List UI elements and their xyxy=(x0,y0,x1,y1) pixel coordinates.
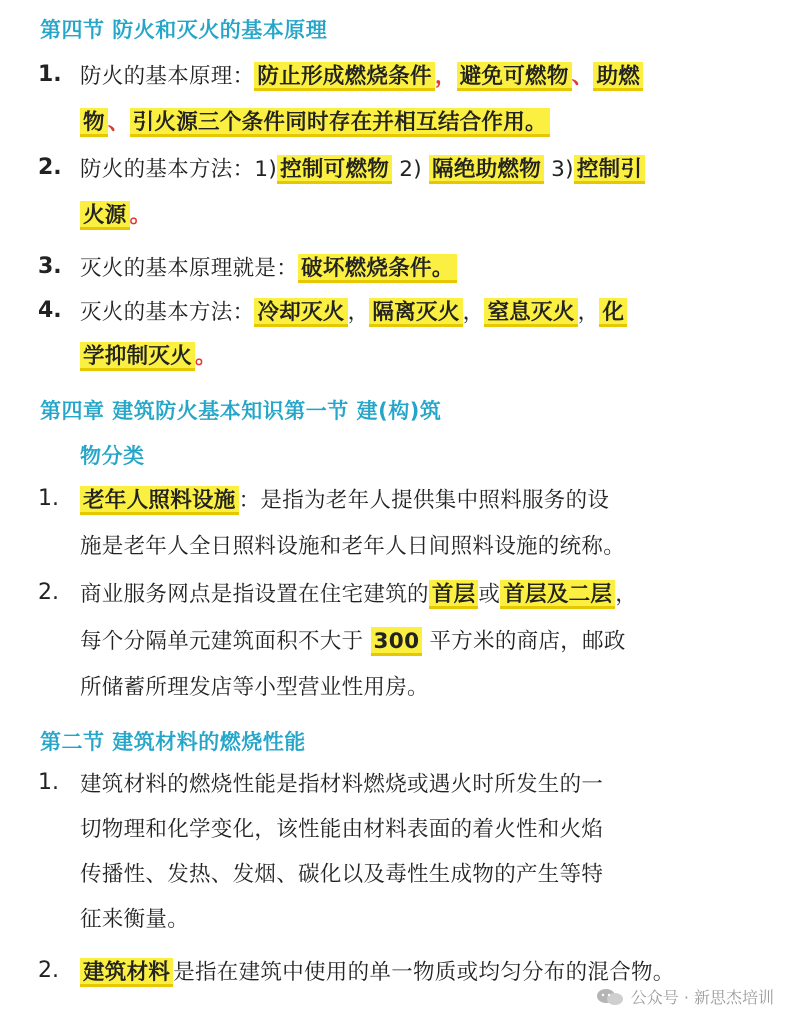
highlighted-keyword: 防止形成燃烧条件 xyxy=(254,62,434,91)
list-item-line xyxy=(80,770,603,800)
list-item-line xyxy=(80,201,151,231)
text-segment: 防火的基本方法：1) xyxy=(80,157,278,182)
text-segment: ， xyxy=(615,582,638,607)
punctuation-mark: 。 xyxy=(195,344,217,369)
list-item-line xyxy=(80,958,675,988)
highlighted-keyword: 冷却灭火 xyxy=(254,298,347,327)
text-segment: ， xyxy=(577,300,600,325)
list-item-line xyxy=(80,905,189,935)
highlighted-keyword: 避免可燃物 xyxy=(457,62,572,91)
list-item-line xyxy=(80,62,643,92)
list-number: 2. xyxy=(38,155,62,180)
list-number: 2. xyxy=(38,958,59,983)
list-item-line xyxy=(80,254,457,284)
highlighted-keyword: 隔离灭火 xyxy=(369,298,462,327)
text-segment: 是指在建筑中使用的单一物质或均匀分布的混合物。 xyxy=(173,960,675,985)
highlighted-keyword: 控制引 xyxy=(574,155,645,184)
list-number: 1. xyxy=(38,62,62,87)
wechat-icon xyxy=(595,987,625,1007)
list-item-line xyxy=(80,815,603,845)
punctuation-mark: ， xyxy=(434,64,457,89)
text-segment: 所储蓄所理发店等小型营业性用房。 xyxy=(80,675,429,700)
text-segment: 建筑材料的燃烧性能是指材料燃烧或遇火时所发生的一 xyxy=(80,772,604,797)
text-segment: 平方米的商店，邮政 xyxy=(422,629,626,654)
list-item-line xyxy=(80,108,550,138)
section-heading-material-combustion: 第二节 建筑材料的燃烧性能 xyxy=(40,730,306,754)
highlighted-keyword: 破坏燃烧条件。 xyxy=(298,254,457,283)
list-item-line xyxy=(80,627,626,657)
highlighted-keyword: 学抑制灭火 xyxy=(80,342,195,371)
list-number: 2. xyxy=(38,580,59,605)
highlighted-keyword: 老年人照料设施 xyxy=(80,486,239,515)
list-number: 1. xyxy=(38,770,59,795)
list-item-line xyxy=(80,673,429,703)
highlighted-keyword: 300 xyxy=(371,627,423,656)
text-segment: 灭火的基本方法： xyxy=(80,300,255,325)
text-segment: ：是指为老年人提供集中照料服务的设 xyxy=(238,488,610,513)
text-segment: 或 xyxy=(478,582,501,607)
punctuation-mark: 、 xyxy=(571,64,594,89)
text-segment: 3) xyxy=(544,157,574,182)
highlighted-keyword: 引火源三个条件同时存在并相互结合作用。 xyxy=(130,108,550,137)
list-item-line xyxy=(80,580,637,610)
text-segment: 传播性、发热、发烟、碳化以及毒性生成物的产生等特 xyxy=(80,862,604,887)
section-heading-continuation: 物分类 xyxy=(80,444,145,468)
text-segment: 施是老年人全日照料设施和老年人日间照料设施的统称。 xyxy=(80,534,626,559)
section-heading-building-classification: 第四章 建筑防火基本知识第一节 建(构)筑 xyxy=(40,399,442,423)
text-segment: 切物理和化学变化，该性能由材料表面的着火性和火焰 xyxy=(80,817,604,842)
text-segment: 征来衡量。 xyxy=(80,907,190,932)
list-item-line xyxy=(80,486,609,516)
text-segment: 商业服务网点是指设置在住宅建筑的 xyxy=(80,582,429,607)
highlighted-keyword: 控制可燃物 xyxy=(277,155,392,184)
text-segment: 每个分隔单元建筑面积不大于 xyxy=(80,629,371,654)
punctuation-mark: 、 xyxy=(107,110,130,135)
text-segment: 防火的基本原理： xyxy=(80,64,255,89)
list-item-line xyxy=(80,342,217,372)
highlighted-keyword: 物 xyxy=(80,108,108,137)
list-number: 4. xyxy=(38,298,62,323)
highlighted-keyword: 窒息灭火 xyxy=(484,298,577,327)
list-item-line xyxy=(80,298,627,328)
text-segment: ， xyxy=(347,300,370,325)
list-number: 3. xyxy=(38,254,62,279)
highlighted-keyword: 首层 xyxy=(429,580,479,609)
list-item-line xyxy=(80,155,645,185)
highlighted-keyword: 化 xyxy=(599,298,627,327)
list-number: 1. xyxy=(38,486,59,511)
highlighted-keyword: 建筑材料 xyxy=(80,958,173,987)
list-item-line xyxy=(80,860,603,890)
list-item-line xyxy=(80,532,625,562)
watermark-text: 公众号 · 新思杰培训 xyxy=(630,988,774,1007)
highlighted-keyword: 助燃 xyxy=(593,62,643,91)
highlighted-keyword: 隔绝助燃物 xyxy=(429,155,544,184)
punctuation-mark: 。 xyxy=(129,203,152,228)
text-segment: 灭火的基本原理就是： xyxy=(80,256,299,281)
highlighted-keyword: 火源 xyxy=(80,201,130,230)
text-segment: ， xyxy=(462,300,485,325)
highlighted-keyword: 首层及二层 xyxy=(500,580,615,609)
watermark xyxy=(595,985,774,1008)
text-segment: 2) xyxy=(392,157,430,182)
section-heading-fire-principles: 第四节 防火和灭火的基本原理 xyxy=(40,18,328,42)
